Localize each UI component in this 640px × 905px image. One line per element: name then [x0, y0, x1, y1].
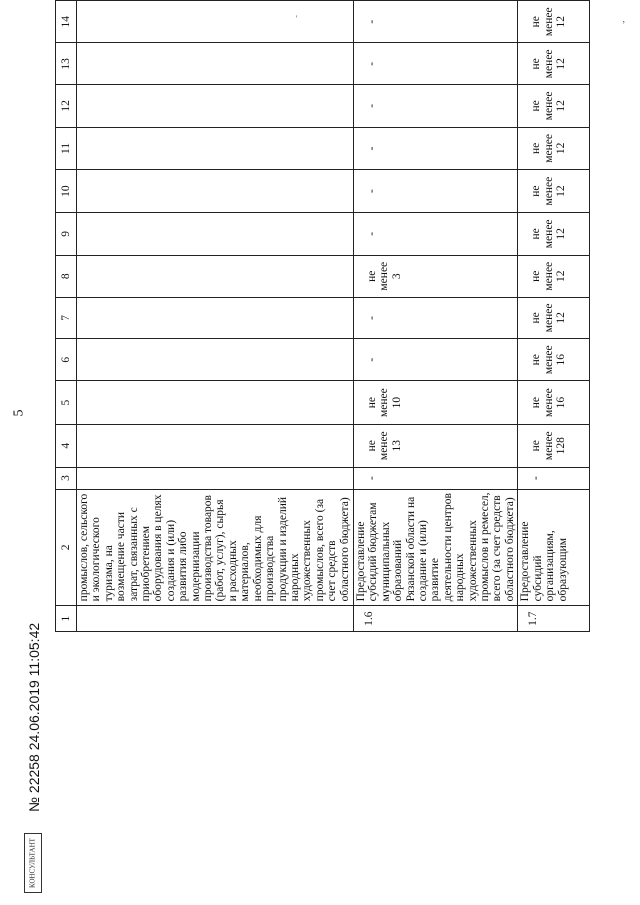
row-description: промыслов, сельского и экологического туризма, на возмещение части затрат, связанных с приобретением оборудования в целях создания и (или) развития либо модернизации производства товаров (работ, услуг), сырья и расходных материалов, необходимых для производства продукции и изделий народных художественных промыслов, всего (за счет средств областного бюджета)	[77, 489, 354, 606]
row-value: -	[354, 170, 518, 213]
row-value: не менее 12	[518, 1, 590, 44]
row-value: -	[354, 43, 518, 85]
table-header-row	[56, 1, 77, 632]
column-number: 10	[56, 170, 77, 213]
row-value: не менее 16	[518, 339, 590, 381]
row-value	[77, 1, 354, 44]
row-value: не менее 128	[518, 424, 590, 467]
row-value	[77, 170, 354, 213]
row-value: -	[518, 467, 590, 489]
row-value: не менее 12	[518, 85, 590, 127]
row-value	[77, 424, 354, 467]
row-value	[77, 381, 354, 424]
row-value	[77, 85, 354, 127]
row-value: -	[354, 467, 518, 489]
row-value: не менее 3	[354, 255, 518, 297]
row-value: не менее 12	[518, 43, 590, 85]
row-value: не менее 13	[354, 424, 518, 467]
row-description: Предоставление субсидий организациям, образующим	[518, 489, 590, 606]
page-number: 5	[11, 409, 27, 417]
row-code: 1.7	[518, 606, 590, 632]
row-value: -	[354, 339, 518, 381]
row-value: -	[354, 297, 518, 338]
column-number: 7	[56, 297, 77, 338]
row-value	[77, 127, 354, 170]
row-value: -	[354, 85, 518, 127]
scan-mark: '	[296, 14, 298, 23]
row-value: не менее 12	[518, 212, 590, 255]
consultant-stamp: КОНСУЛЬТАНТ	[24, 833, 42, 893]
column-number: 3	[56, 467, 77, 489]
column-number: 4	[56, 424, 77, 467]
registration-stamp: № 22258 24.06.2019 11:05:42	[26, 622, 42, 812]
table-row	[77, 1, 354, 632]
row-value	[77, 255, 354, 297]
row-value: не менее 12	[518, 297, 590, 338]
column-number: 13	[56, 43, 77, 85]
column-number: 1	[56, 606, 77, 632]
row-value	[77, 297, 354, 338]
scan-mark-corner: ’	[622, 20, 626, 31]
row-value	[77, 43, 354, 85]
row-value: -	[354, 212, 518, 255]
column-number: 14	[56, 1, 77, 44]
row-description: Предоставление субсидий бюджетам муниципальных образований Рязанской области на создание и (или) развитие деятельности центров народных художественных промыслов и ремесел, всего (за счет средств областного бюджета)	[354, 489, 518, 606]
table-row	[518, 1, 590, 632]
row-code	[77, 606, 354, 632]
column-number: 8	[56, 255, 77, 297]
program-table	[55, 0, 590, 632]
row-value: не менее 12	[518, 127, 590, 170]
column-number: 6	[56, 339, 77, 381]
column-number: 11	[56, 127, 77, 170]
row-value	[77, 212, 354, 255]
column-number: 12	[56, 85, 77, 127]
row-code: 1.6	[354, 606, 518, 632]
row-value: -	[354, 127, 518, 170]
column-number: 2	[56, 489, 77, 606]
row-value: не менее 12	[518, 170, 590, 213]
column-number: 9	[56, 212, 77, 255]
row-value: не менее 10	[354, 381, 518, 424]
row-value: -	[354, 1, 518, 44]
row-value: не менее 12	[518, 255, 590, 297]
row-value	[77, 467, 354, 489]
row-value: не менее 16	[518, 381, 590, 424]
column-number: 5	[56, 381, 77, 424]
table-row	[354, 1, 518, 632]
row-value	[77, 339, 354, 381]
